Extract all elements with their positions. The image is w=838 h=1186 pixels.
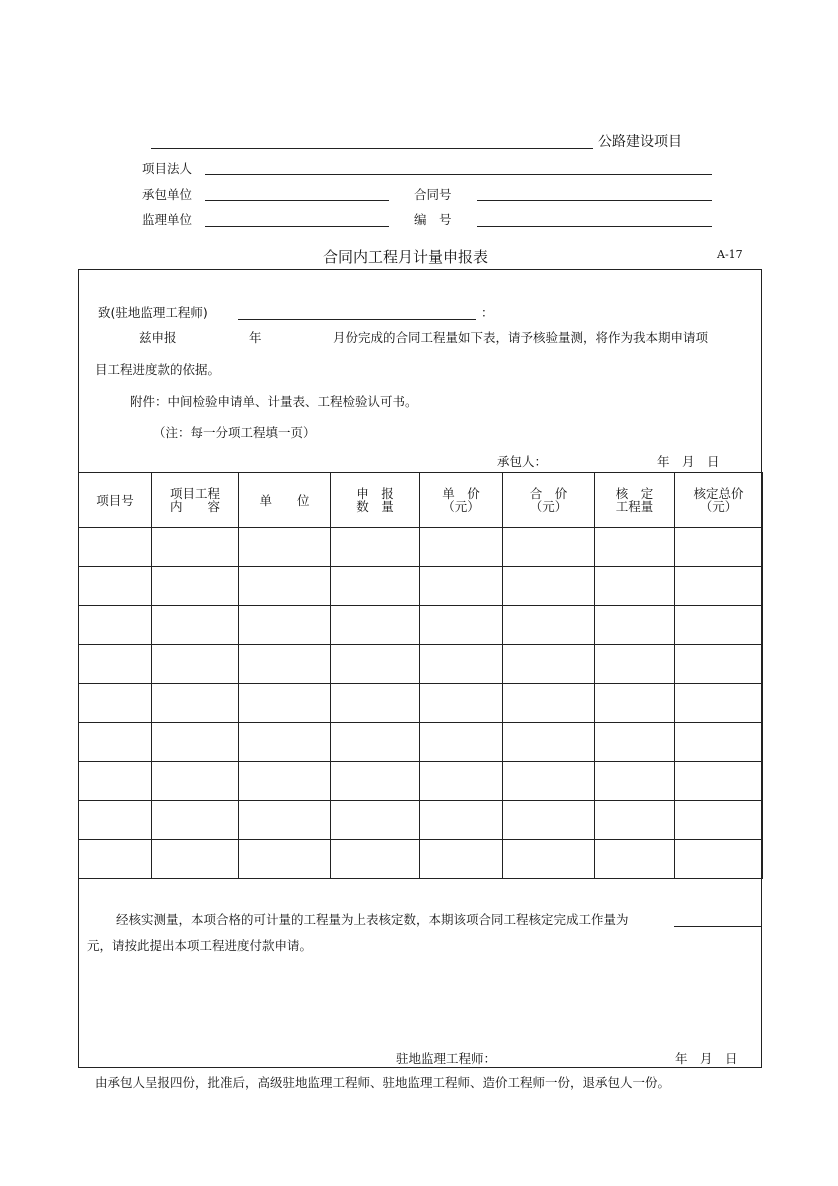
cell-declared-quantity[interactable] (331, 801, 420, 840)
cell-approved-quantity[interactable] (595, 801, 675, 840)
cell-approved-total[interactable] (675, 606, 763, 645)
cell-approved-total[interactable] (675, 723, 763, 762)
cell-unit[interactable] (239, 801, 331, 840)
cell-unit-price[interactable] (420, 723, 503, 762)
header-total-price: 合 价 （元） (503, 473, 595, 528)
footer-note: 由承包人呈报四份，批准后，高级驻地监理工程师、驻地监理工程师、造价工程师一份，退承包人一份。 (95, 1075, 671, 1090)
cell-total-price[interactable] (503, 723, 595, 762)
cell-item-content[interactable] (152, 801, 239, 840)
cell-approved-quantity[interactable] (595, 606, 675, 645)
attachment-text: 附件：中间检验申请单、计量表、工程检验认可书。 (130, 394, 418, 409)
cell-approved-quantity[interactable] (595, 645, 675, 684)
cell-item-no[interactable] (79, 606, 152, 645)
cell-total-price[interactable] (503, 528, 595, 567)
cell-item-no[interactable] (79, 645, 152, 684)
form-code: A-17 (717, 248, 743, 261)
header-item-no: 项目号 (79, 473, 152, 528)
header-approved-quantity: 核 定 工程量 (595, 473, 675, 528)
verification-text-continued: 元，请按此提出本项工程进度付款申请。 (87, 938, 313, 953)
cell-total-price[interactable] (503, 567, 595, 606)
cell-declared-quantity[interactable] (331, 762, 420, 801)
header-unit: 单 位 (239, 473, 331, 528)
cell-unit-price[interactable] (420, 528, 503, 567)
cell-approved-quantity[interactable] (595, 528, 675, 567)
cell-approved-total[interactable] (675, 567, 763, 606)
cell-declared-quantity[interactable] (331, 567, 420, 606)
header-declared-quantity: 申 报 数 量 (331, 473, 420, 528)
verification-text: 经核实测量，本项合格的可计量的工程量为上表核定数，本期该项合同工程核定完成工作量为 (116, 912, 629, 927)
cell-item-no[interactable] (79, 762, 152, 801)
engineer-signature-label: 驻地监理工程师： (396, 1051, 497, 1066)
cell-unit[interactable] (239, 762, 331, 801)
cell-unit-price[interactable] (420, 762, 503, 801)
cell-unit[interactable] (239, 528, 331, 567)
cell-total-price[interactable] (503, 606, 595, 645)
project-owner-field[interactable] (205, 174, 712, 175)
contract-number-field[interactable] (477, 200, 712, 201)
contractor-date: 年 月 日 (657, 454, 720, 469)
table-row (79, 567, 763, 606)
cell-declared-quantity[interactable] (331, 528, 420, 567)
cell-item-content[interactable] (152, 528, 239, 567)
cell-item-content[interactable] (152, 645, 239, 684)
cell-declared-quantity[interactable] (331, 840, 420, 879)
supervision-unit-field[interactable] (205, 226, 389, 227)
cell-approved-quantity[interactable] (595, 723, 675, 762)
cell-declared-quantity[interactable] (331, 723, 420, 762)
table-row (79, 528, 763, 567)
cell-unit[interactable] (239, 840, 331, 879)
cell-approved-total[interactable] (675, 762, 763, 801)
header-unit-price: 单 价 （元） (420, 473, 503, 528)
table-row (79, 606, 763, 645)
cell-item-content[interactable] (152, 762, 239, 801)
cell-item-no[interactable] (79, 567, 152, 606)
cell-unit[interactable] (239, 606, 331, 645)
cell-unit[interactable] (239, 567, 331, 606)
cell-unit-price[interactable] (420, 801, 503, 840)
cell-unit-price[interactable] (420, 840, 503, 879)
header-item-content: 项目工程 内 容 (152, 473, 239, 528)
cell-approved-quantity[interactable] (595, 762, 675, 801)
cell-approved-total[interactable] (675, 684, 763, 723)
cell-item-no[interactable] (79, 723, 152, 762)
cell-item-content[interactable] (152, 606, 239, 645)
cell-approved-total[interactable] (675, 801, 763, 840)
cell-unit[interactable] (239, 684, 331, 723)
contractor-unit-field[interactable] (205, 200, 389, 201)
note-text: （注：每一分项工程填一页） (153, 425, 316, 440)
addressee-colon: ： (481, 305, 494, 320)
cell-item-content[interactable] (152, 723, 239, 762)
table-row (79, 723, 763, 762)
cell-total-price[interactable] (503, 840, 595, 879)
addressee-field[interactable] (238, 319, 476, 320)
contractor-signature-label: 承包人： (497, 454, 548, 469)
cell-approved-total[interactable] (675, 840, 763, 879)
header-approved-total: 核定总价 （元） (675, 473, 763, 528)
cell-approved-quantity[interactable] (595, 840, 675, 879)
approved-amount-field[interactable] (674, 926, 762, 927)
year-text: 年 (249, 330, 262, 345)
project-name-line[interactable] (151, 148, 593, 149)
cell-total-price[interactable] (503, 762, 595, 801)
cell-unit-price[interactable] (420, 684, 503, 723)
cell-total-price[interactable] (503, 801, 595, 840)
table-header-row (79, 473, 763, 528)
serial-number-field[interactable] (477, 226, 712, 227)
cell-unit-price[interactable] (420, 606, 503, 645)
cell-unit[interactable] (239, 723, 331, 762)
cell-item-no[interactable] (79, 684, 152, 723)
project-owner-label: 项目法人 (142, 161, 193, 176)
cell-approved-total[interactable] (675, 528, 763, 567)
table-row (79, 840, 763, 879)
table-row (79, 645, 763, 684)
cell-item-no[interactable] (79, 801, 152, 840)
cell-declared-quantity[interactable] (331, 606, 420, 645)
form-title: 合同内工程月计量申报表 (323, 248, 489, 266)
addressee-label: 致(驻地监理工程师) (98, 305, 208, 320)
cell-item-no[interactable] (79, 528, 152, 567)
cell-item-no[interactable] (79, 840, 152, 879)
cell-approved-total[interactable] (675, 645, 763, 684)
declare-text: 兹申报 (139, 330, 177, 345)
cell-unit[interactable] (239, 645, 331, 684)
cell-approved-quantity[interactable] (595, 684, 675, 723)
serial-number-label: 编 号 (414, 212, 452, 227)
engineer-date: 年 月 日 (675, 1051, 738, 1066)
contractor-unit-label: 承包单位 (142, 187, 193, 202)
table-row (79, 801, 763, 840)
supervision-unit-label: 监理单位 (142, 212, 193, 227)
cell-item-content[interactable] (152, 567, 239, 606)
cell-declared-quantity[interactable] (331, 645, 420, 684)
cell-total-price[interactable] (503, 684, 595, 723)
cell-total-price[interactable] (503, 645, 595, 684)
table-row (79, 762, 763, 801)
cell-approved-quantity[interactable] (595, 567, 675, 606)
request-text-continued: 目工程进度款的依据。 (95, 362, 221, 377)
measurement-table (78, 472, 763, 879)
request-text: 月份完成的合同工程量如下表，请予核验量测，将作为我本期申请项 (333, 330, 709, 345)
cell-unit-price[interactable] (420, 567, 503, 606)
cell-item-content[interactable] (152, 840, 239, 879)
cell-declared-quantity[interactable] (331, 684, 420, 723)
cell-item-content[interactable] (152, 684, 239, 723)
cell-unit-price[interactable] (420, 645, 503, 684)
table-row (79, 684, 763, 723)
contract-number-label: 合同号 (414, 187, 452, 202)
project-suffix: 公路建设项目 (598, 134, 682, 150)
